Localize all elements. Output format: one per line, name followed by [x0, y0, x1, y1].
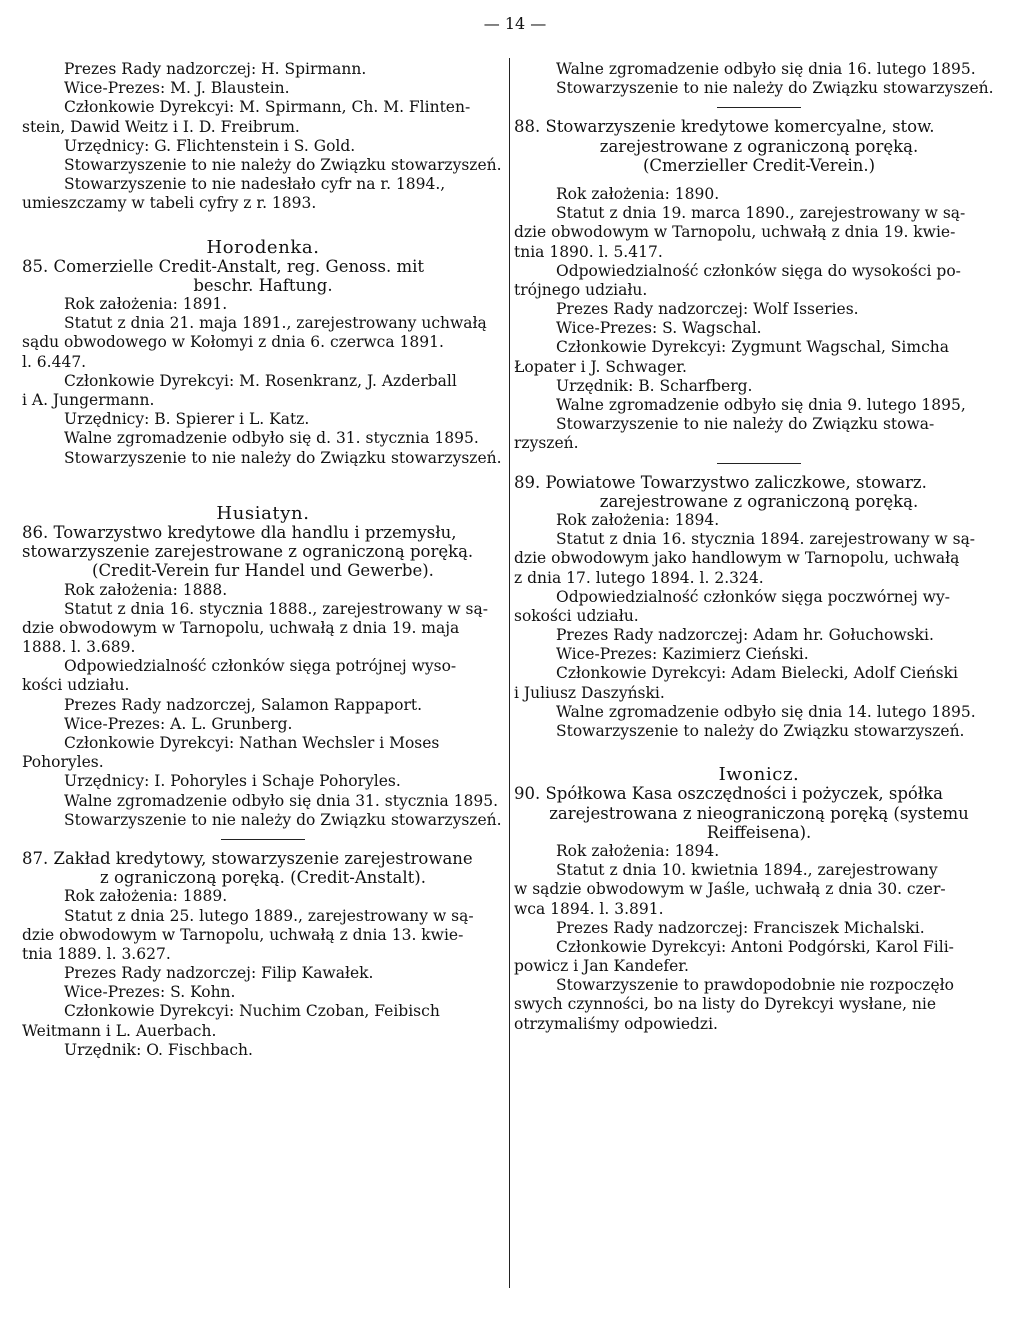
text-line: i Juliusz Daszyński.	[514, 683, 665, 702]
text-line: Stowarzyszenie to nie należy do Związku stowa-	[556, 415, 935, 434]
text-line: kości udziału.	[22, 676, 130, 695]
text-line: dzie obwodowym jako handlowym w Tarnopolu, uchwałą	[514, 549, 960, 568]
spacer	[514, 175, 1004, 185]
section-divider	[717, 107, 801, 108]
text-line: Odpowiedzialność członków sięga poczwórnej wy-	[556, 587, 950, 606]
text-line: Statut z dnia 19. marca 1890., zarejestrowany w są-	[556, 204, 966, 223]
text-line: powicz i Jan Kandefer.	[514, 957, 689, 976]
text-line: zarejestrowane z ograniczoną poręką.	[599, 136, 919, 156]
text-line: w sądzie obwodowym w Jaśle, uchwałą z dnia 30. czer-	[514, 880, 946, 899]
text-line: zarejestrowane z ograniczoną poręką.	[599, 491, 919, 511]
page-number: — 14 —	[483, 14, 547, 33]
text-line: Statut z dnia 10. kwietnia 1894., zarejestrowany	[556, 861, 938, 880]
text-line: Walne zgromadzenie odbyło się dnia 9. lutego 1895,	[556, 396, 966, 414]
text-line: swych czynności, bo na listy do Dyrekcyi wysłane, nie	[514, 995, 937, 1014]
text-line: Odpowiedzialność członków sięga do wysokości po-	[556, 261, 961, 280]
text-line: Urzędnicy: B. Spierer i L. Katz.	[64, 410, 310, 429]
text-line: Urzędnik: O. Fischbach.	[64, 1040, 253, 1059]
text-line: Prezes Rady nadzorczej: Franciszek Michalski.	[556, 918, 925, 937]
text-line: Reiffeisena).	[706, 822, 812, 842]
text-line: Prezes Rady nadzorczej: Adam hr. Gołuchowski.	[556, 626, 934, 645]
town-heading: Horodenka.	[206, 236, 320, 258]
text-line: otrzymaliśmy odpowiedzi.	[514, 1014, 718, 1033]
text-line: Weitmann i L. Auerbach.	[22, 1021, 217, 1040]
text-line: beschr. Haftung.	[193, 275, 333, 295]
text-line: Statut z dnia 25. lutego 1889., zarejestrowany w są-	[64, 906, 474, 925]
text-line: Członkowie Dyrekcyi: Antoni Podgórski, Karol Fili-	[556, 937, 954, 956]
section-divider	[221, 839, 305, 840]
text-line: Członkowie Dyrekcyi: Adam Bielecki, Adolf Cieński	[556, 664, 958, 683]
text-line: umieszczamy w tabeli cyfry z r. 1893.	[22, 194, 317, 213]
text-line: Wice-Prezes: S. Wagschal.	[556, 319, 762, 338]
text-line: i A. Jungermann.	[22, 391, 155, 409]
text-line: Członkowie Dyrekcyi: M. Rosenkranz, J. Azderball	[64, 371, 457, 390]
left-column	[22, 60, 504, 1060]
text-line: rzyszeń.	[514, 434, 579, 453]
text-line: Wice-Prezes: Kazimierz Cieński.	[556, 645, 809, 664]
text-line: Członkowie Dyrekcyi: Zygmunt Wagschal, Simcha	[556, 338, 949, 357]
text-line: dzie obwodowym w Tarnopolu, uchwałą z dnia 19. maja	[22, 618, 460, 637]
text-line: 89. Powiatowe Towarzystwo zaliczkowe, stowarz.	[514, 472, 927, 492]
text-line: Stowarzyszenie to nie nadesłało cyfr na r. 1894.,	[64, 175, 446, 194]
spacer	[514, 741, 1004, 765]
text-line: Rok założenia: 1891.	[64, 295, 228, 314]
text-line: 88. Stowarzyszenie kredytowe komercyalne, stow.	[514, 117, 935, 137]
text-line: Walne zgromadzenie odbyło się dnia 31. stycznia 1895.	[64, 791, 499, 810]
spacer	[22, 468, 504, 504]
text-line: Stowarzyszenie to nie należy do Związku stowarzyszeń.	[556, 79, 994, 98]
text-line: Rok założenia: 1894.	[556, 510, 720, 529]
text-line: Stowarzyszenie to nie należy do Związku stowarzyszeń.	[64, 448, 502, 467]
text-line: Prezes Rady nadzorczej: Wolf Isseries.	[556, 300, 859, 319]
text-line: Rok założenia: 1889.	[64, 887, 228, 906]
section-divider	[717, 463, 801, 464]
text-line: Stowarzyszenie to nie należy do Związku stowarzyszeń.	[64, 155, 502, 174]
text-line: Rok założenia: 1890.	[556, 184, 720, 203]
right-column	[514, 60, 1004, 1034]
text-line: Prezes Rady nadzorczej, Salamon Rappaport.	[64, 695, 423, 714]
text-line: 90. Spółkowa Kasa oszczędności i pożyczek, spółka	[514, 784, 943, 804]
text-line: stein, Dawid Weitz i I. D. Freibrum.	[22, 117, 300, 136]
text-line: Członkowie Dyrekcyi: Nuchim Czoban, Feibisch	[64, 1002, 440, 1021]
town-heading: Iwonicz.	[718, 764, 800, 786]
text-line: Urzędnicy: I. Pohoryles i Schaje Pohoryles.	[64, 772, 401, 791]
text-line: l. 6.447.	[22, 352, 87, 371]
text-line: Rok założenia: 1894.	[556, 841, 720, 860]
text-line: Urzędnicy: G. Flichtenstein i S. Gold.	[64, 136, 356, 155]
text-line: Statut z dnia 16. stycznia 1888., zarejestrowany w są-	[64, 599, 488, 618]
text-line: Prezes Rady nadzorczej: H. Spirmann.	[64, 60, 367, 78]
text-line: Walne zgromadzenie odbyło się d. 31. stycznia 1895.	[64, 429, 479, 448]
text-line: Stowarzyszenie to nie należy do Związku stowarzyszeń.	[64, 810, 502, 829]
text-line: Statut z dnia 16. stycznia 1894. zarejestrowany w są-	[556, 530, 976, 549]
text-line: zarejestrowana z nieograniczoną poręką (systemu	[549, 803, 969, 823]
text-line: 87. Zakład kredytowy, stowarzyszenie zarejestrowane	[22, 848, 473, 868]
text-line: Odpowiedzialność członków sięga potrójnej wyso-	[64, 657, 457, 676]
text-line: wca 1894. l. 3.891.	[514, 899, 664, 918]
text-line: tnia 1889. l. 3.627.	[22, 944, 171, 963]
text-line: Prezes Rady nadzorczej: Filip Kawałek.	[64, 964, 374, 983]
text-line: dzie obwodowym w Tarnopolu, uchwałą z dnia 13. kwie-	[22, 925, 464, 944]
text-line: Walne zgromadzenie odbyło się dnia 14. lutego 1895.	[556, 702, 976, 721]
text-line: trójnego udziału.	[514, 280, 648, 299]
text-line: 86. Towarzystwo kredytowe dla handlu i przemysłu,	[22, 522, 457, 542]
text-line: stowarzyszenie zarejestrowane z ograniczoną poręką.	[22, 542, 474, 562]
text-line: Łopater i J. Schwager.	[514, 357, 687, 376]
text-line: Stowarzyszenie to prawdopodobnie nie rozpoczęło	[556, 976, 954, 995]
text-line: Urzędnik: B. Scharfberg.	[556, 376, 753, 395]
text-line: Członkowie Dyrekcyi: Nathan Wechsler i Moses	[64, 734, 440, 752]
text-line: Wice-Prezes: A. L. Grunberg.	[64, 714, 293, 733]
text-line: Wice-Prezes: S. Kohn.	[64, 983, 236, 1002]
text-line: (Cmerzieller Credit-Verein.)	[642, 155, 876, 175]
text-line: Wice-Prezes: M. J. Blaustein.	[64, 79, 290, 98]
text-line: Członkowie Dyrekcyi: M. Spirmann, Ch. M. Flinten-	[64, 98, 471, 117]
text-line: sądu obwodowego w Kołomyi z dnia 6. czerwca 1891.	[22, 333, 444, 352]
text-line: (Credit-Verein fur Handel und Gewerbe).	[92, 561, 434, 581]
text-line: Statut z dnia 21. maja 1891., zarejestrowany uchwałą	[64, 314, 487, 333]
text-line: 1888. l. 3.689.	[22, 638, 136, 657]
text-line: Rok założenia: 1888.	[64, 580, 228, 599]
text-line: z dnia 17. lutego 1894. l. 2.324.	[514, 568, 764, 587]
text-line: Stowarzyszenie to należy do Związku stowarzyszeń.	[556, 722, 965, 740]
text-line: sokości udziału.	[514, 606, 639, 625]
text-line: dzie obwodowym w Tarnopolu, uchwałą z dnia 19. kwie-	[514, 223, 956, 242]
text-line: Walne zgromadzenie odbyło się dnia 16. lutego 1895.	[556, 60, 976, 78]
spacer	[22, 214, 504, 238]
text-line: z ograniczoną poręką. (Credit-Anstalt).	[100, 868, 426, 888]
text-line: tnia 1890. l. 5.417.	[514, 242, 663, 261]
town-heading: Husiatyn.	[216, 502, 310, 524]
text-line: 85. Comerzielle Credit-Anstalt, reg. Genoss. mit	[22, 256, 425, 276]
text-line: Pohoryles.	[22, 753, 104, 772]
column-divider	[509, 58, 510, 1288]
